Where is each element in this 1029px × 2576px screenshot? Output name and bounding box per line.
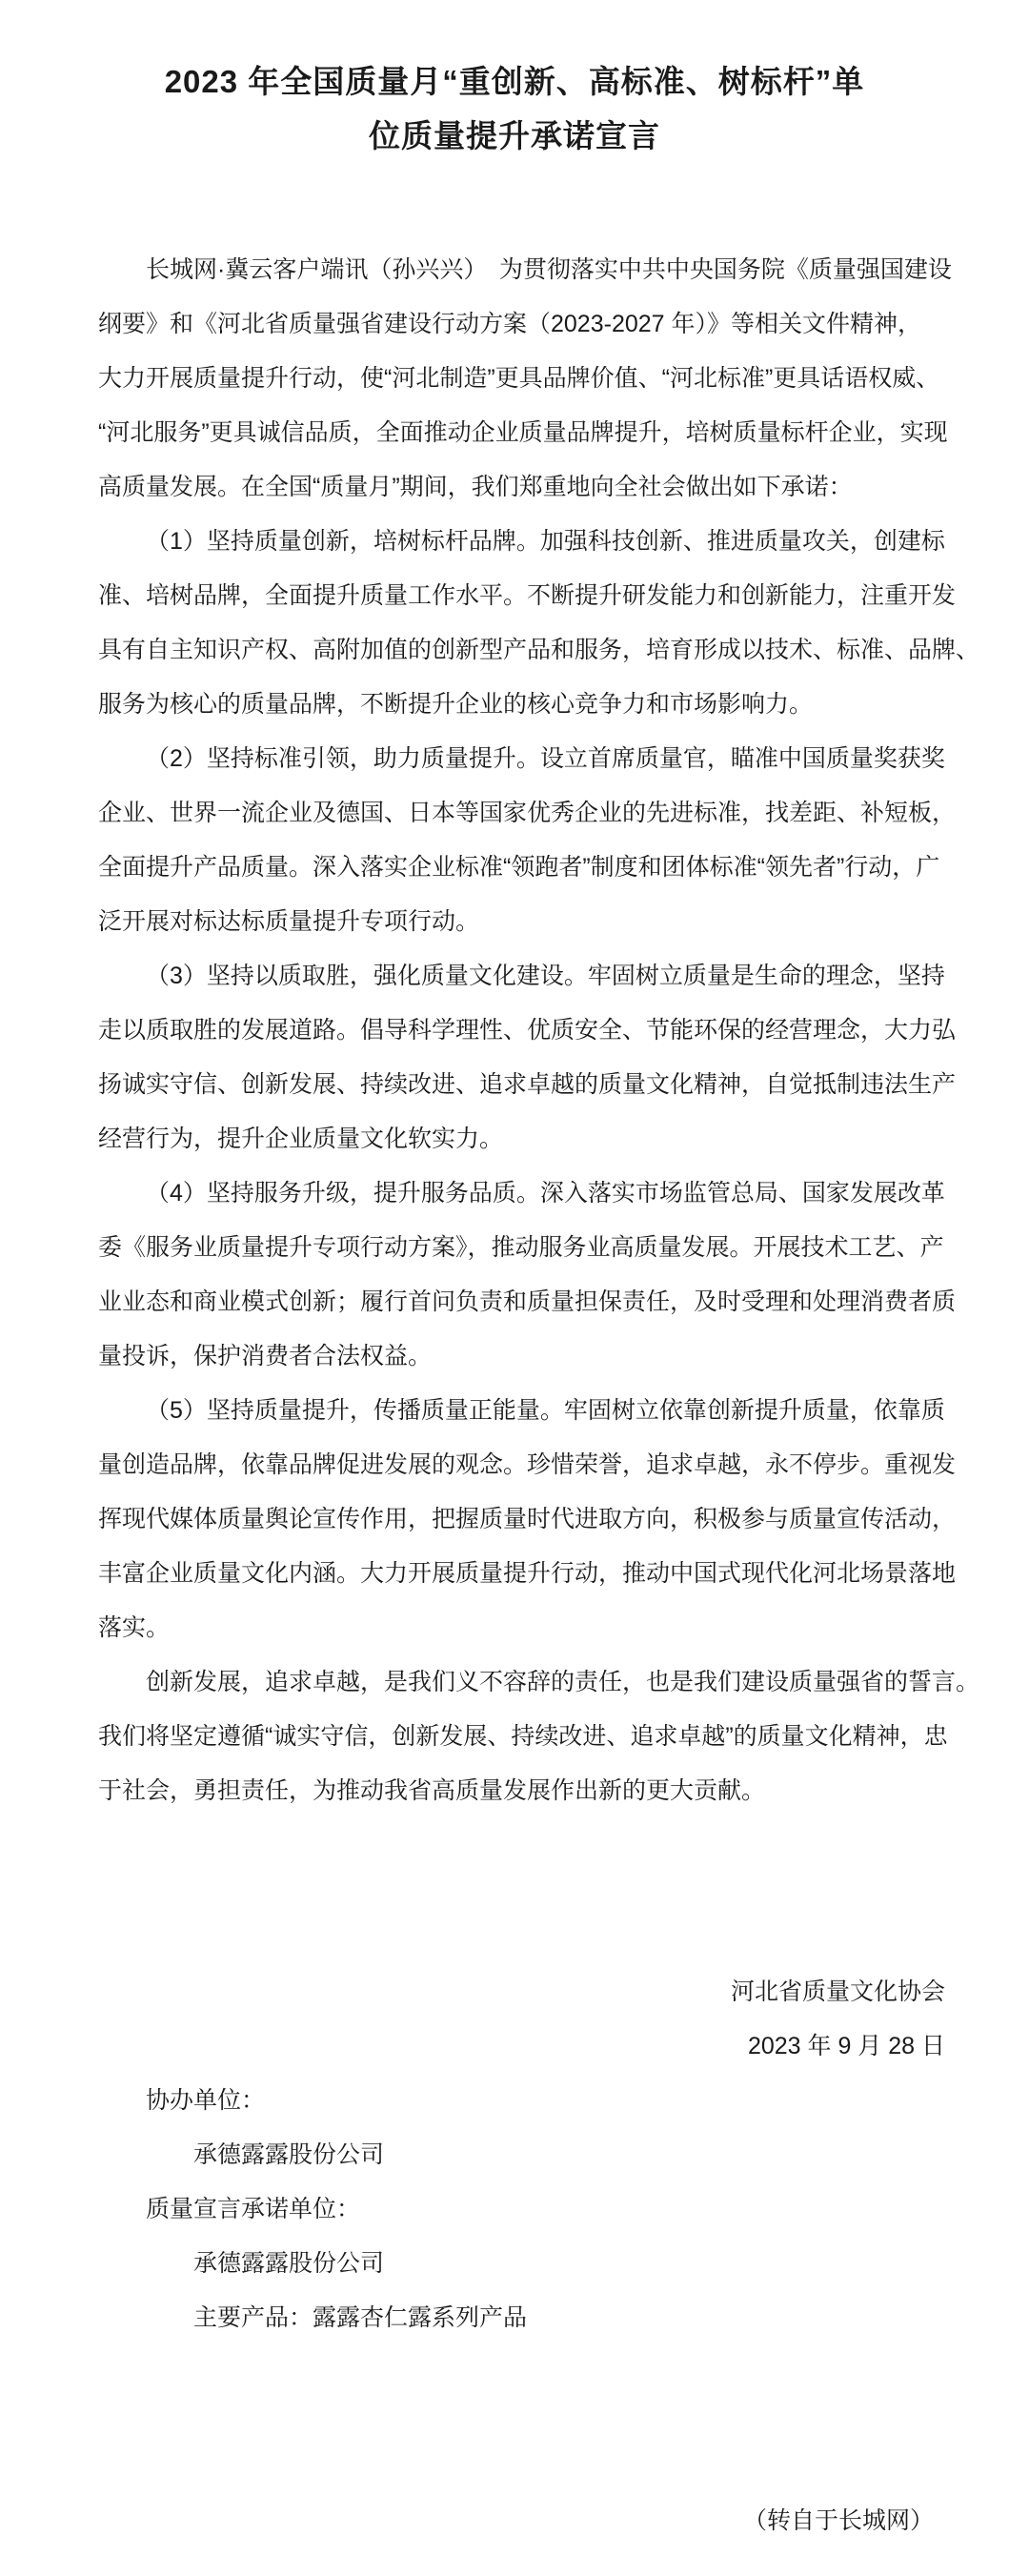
paragraph-line: 服务为核心的质量品牌，不断提升企业的核心竞争力和市场影响力。 (98, 691, 814, 718)
paragraph-line: 泛开展对标达标质量提升专项行动。 (98, 908, 480, 935)
paragraph-line: 业业态和商业模式创新；履行首问负责和质量担保责任，及时受理和处理消费者质 (98, 1288, 957, 1315)
paragraph-line: 长城网·冀云客户端讯（孙兴兴） 为贯彻落实中共中央国务院《质量强国建设 (146, 256, 952, 283)
paragraph (98, 515, 980, 732)
paragraph-line: 准、培树品牌，全面提升质量工作水平。不断提升研发能力和创新能力，注重开发 (98, 582, 957, 609)
paragraph-line: 具有自主知识产权、高附加值的创新型产品和服务，培育形成以技术、标准、品牌、 (98, 637, 980, 663)
paragraph-line: 创新发展，追求卓越，是我们义不容辞的责任，也是我们建设质量强省的誓言。 (146, 1669, 980, 1695)
paragraph-line: 纲要》和《河北省质量强省建设行动方案（2023-2027 年）》等相关文件精神， (98, 311, 922, 337)
paragraph-line: 全面提升产品质量。深入落实企业标准“领跑者”制度和团体标准“领先者”行动，广 (98, 854, 940, 881)
credit-line: 质量宣言承诺单位： (146, 2196, 361, 2222)
paragraph-line: （2）坚持标准引领，助力质量提升。设立首席质量官，瞄准中国质量奖获奖 (146, 745, 945, 772)
signature-organization: 河北省质量文化协会 (730, 1978, 945, 2005)
paragraph-line: 高质量发展。在全国“质量月”期间，我们郑重地向全社会做出如下承诺： (98, 474, 853, 500)
paragraph-line: 大力开展质量提升行动，使“河北制造”更具品牌价值、“河北标准”更具话语权威、 (98, 365, 940, 392)
signature-date: 2023 年 9 月 28 日 (747, 2033, 945, 2059)
paragraph-line: 走以质取胜的发展道路。倡导科学理性、优质安全、节能环保的经营理念，大力弘 (98, 1017, 957, 1044)
paragraph-line: 丰富企业质量文化内涵。大力开展质量提升行动，推动中国式现代化河北场景落地 (98, 1560, 957, 1587)
paragraph-line: （1）坚持质量创新，培树标杆品牌。加强科技创新、推进质量攻关，创建标 (146, 528, 945, 555)
paragraph (98, 243, 952, 515)
document-body (0, 243, 1029, 1818)
paragraph (98, 732, 957, 949)
title-line: 位质量提升承诺宣言 (369, 118, 660, 153)
credit-line: 主要产品：露露杏仁露系列产品 (193, 2304, 528, 2331)
paragraph-line: 量投诉，保护消费者合法权益。 (98, 1343, 433, 1369)
credit-line: 承德露露股份公司 (193, 2141, 385, 2168)
signature-block (0, 1965, 1029, 2074)
paragraph-line: 挥现代媒体质量舆论宣传作用，把握质量时代进取方向，积极参与质量宣传活动， (98, 1506, 957, 1532)
credit-line: 承德露露股份公司 (193, 2250, 385, 2277)
paragraph (98, 1166, 957, 1384)
document-title (0, 0, 1029, 163)
paragraph-line: 委《服务业质量提升专项行动方案》，推动服务业高质量发展。开展技术工艺、产 (98, 1234, 944, 1261)
footer-note: （转自于长城网） (742, 2507, 934, 2534)
paragraph-line: （3）坚持以质取胜，强化质量文化建设。牢固树立质量是生命的理念，坚持 (146, 963, 945, 989)
paragraph-line: 我们将坚定遵循“诚实守信，创新发展、持续改进、追求卓越”的质量文化精神，忠 (98, 1723, 948, 1750)
paragraph-line: 落实。 (98, 1614, 171, 1641)
paragraph-line: 企业、世界一流企业及德国、日本等国家优秀企业的先进标准，找差距、补短板， (98, 800, 957, 826)
credits-block (0, 2074, 1029, 2345)
paragraph-line: 量创造品牌，依靠品牌促进发展的观念。珍惜荣誉，追求卓越，永不停步。重视发 (98, 1451, 957, 1478)
paragraph-line: 于社会，勇担责任，为推动我省高质量发展作出新的更大贡献。 (98, 1777, 766, 1804)
paragraph-line: （5）坚持质量提升，传播质量正能量。牢固树立依靠创新提升质量，依靠质 (146, 1397, 945, 1424)
paragraph (98, 1384, 957, 1655)
credit-line: 协办单位： (146, 2087, 266, 2114)
paragraph-line: 扬诚实守信、创新发展、持续改进、追求卓越的质量文化精神，自觉抵制违法生产 (98, 1071, 957, 1098)
paragraph-line: （4）坚持服务升级，提升服务品质。深入落实市场监管总局、国家发展改革 (146, 1180, 945, 1207)
paragraph-line: 经营行为，提升企业质量文化软实力。 (98, 1126, 504, 1152)
title-line: 2023 年全国质量月“重创新、高标准、树标杆”单 (164, 64, 865, 99)
paragraph (98, 1655, 980, 1818)
paragraph-line: “河北服务”更具诚信品质，全面推动企业质量品牌提升，培树质量标杆企业，实现 (98, 419, 948, 446)
paragraph (98, 949, 957, 1166)
